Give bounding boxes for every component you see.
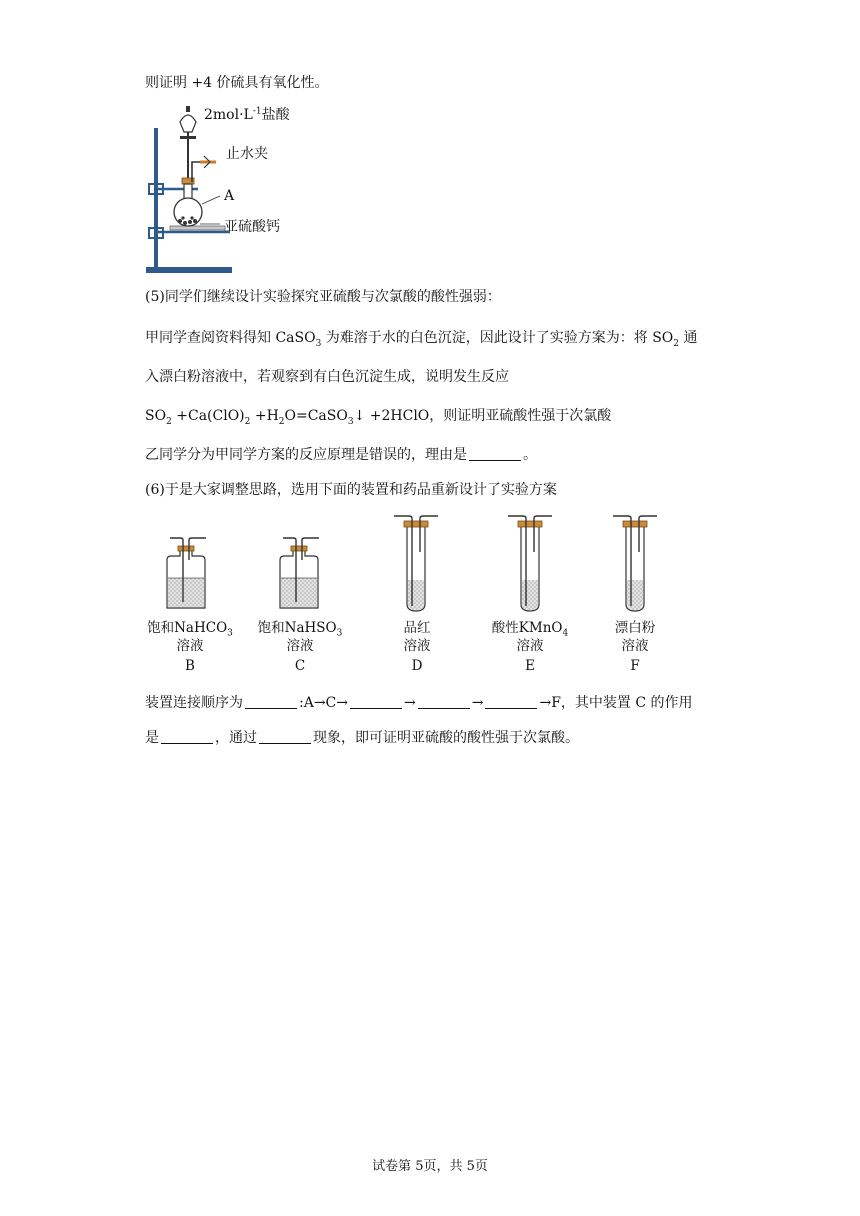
answer-blank-c-role[interactable] [161,729,213,744]
question-5-title: (5)同学们继续设计实验探究亚硫酸与次氯酸的酸性强弱： [145,289,501,305]
devices-diagram [140,512,700,617]
conclusion-question-line: 是 ，通过 现象，即可证明亚硫酸的酸性强于次氯酸。 [145,730,579,746]
answer-blank-phenomenon[interactable] [259,729,311,744]
jia-line-2: 入漂白粉溶液中，若观察到有白色沉淀生成，说明发生反应 [145,369,509,385]
reaction-equation: $SO_2 +Ca(ClO)_2$ $+H_2O=CaSO_3↓$ +2HClO，则证明亚硫酸性强于次氯酸 [145,408,612,427]
bottle-b [167,538,206,608]
question-6-title: (6)于是大家调整思路，选用下面的装置和药品重新设计了实验方案 [145,482,557,498]
connection-order-line: 装置连接顺序为 :A→C→ → → →F，其中装置 C 的作用 [145,695,693,711]
device-b-label: 饱和NaHCO$_3$ 溶液 B [147,620,233,674]
clamp-label: 止水夹 [226,146,268,162]
stand-rod [154,128,158,268]
answer-blank-order-2[interactable] [350,694,402,709]
device-e-label: 酸性KMnO$_4$ 溶液 E [491,620,569,674]
yi-line: 乙同学分为甲同学方案的反应原理是错误的，理由是 。 [145,447,537,463]
page-footer: 试卷第 5页，共 5页 [372,1159,488,1174]
flask-a-label: A [224,188,235,204]
acid-label: $2mol\cdot L^{-1}$盐酸 [204,106,290,123]
tube-f [613,516,657,611]
answer-blank-order-3[interactable] [418,694,470,709]
stand-base [146,267,232,273]
answer-blank-order-4[interactable] [485,694,537,709]
answer-blank-reason[interactable] [469,446,521,461]
device-d-label: 品红 溶液 D [403,620,431,674]
tube-e [508,516,552,611]
device-c-label: 饱和NaHSO$_3$ 溶液 C [257,620,343,674]
jia-line-1: 甲同学查阅资料得知 CaSO$_3$ 为难溶于水的白色沉淀，因此设计了实验方案为：将 $SO_2$ 通 [145,330,698,349]
conclusion-line: 则证明 +4 价硫具有氧化性。 [145,75,329,91]
tube-d [394,516,438,611]
device-f-label: 漂白粉 溶液 F [614,620,656,674]
solid-label: 亚硫酸钙 [224,219,280,235]
answer-blank-order-1[interactable] [245,694,297,709]
funnel-bulb [180,115,196,132]
bottle-c [280,538,319,608]
